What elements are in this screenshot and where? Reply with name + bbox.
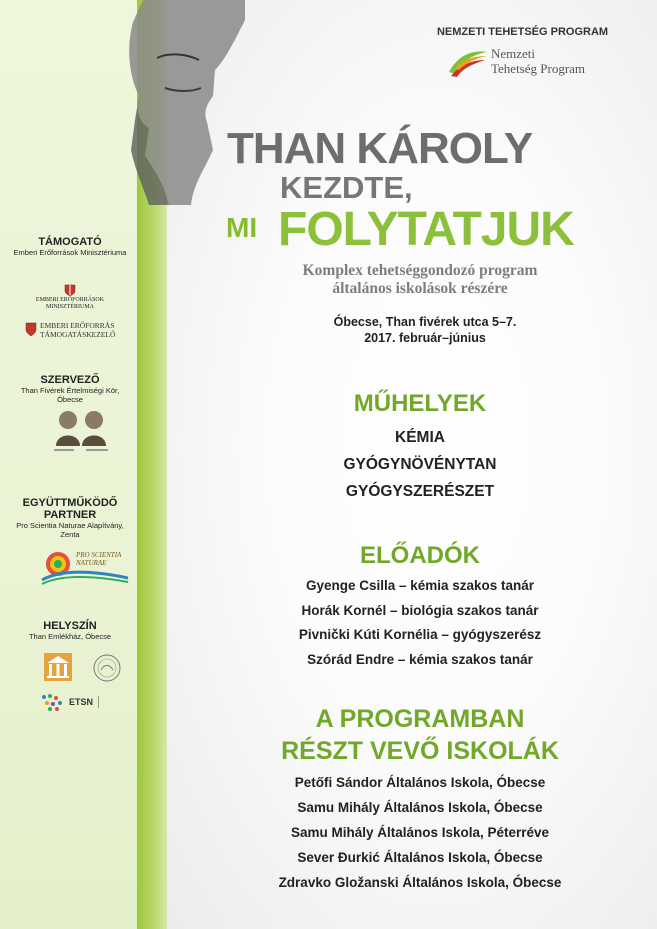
venue-heading: HELYSZÍN xyxy=(43,620,97,632)
partner-name-line-2: Zenta xyxy=(60,530,80,539)
than-brothers-portraits xyxy=(48,404,114,456)
partner-heading-line-1: EGYÜTTMŰKÖDŐ xyxy=(22,497,118,509)
schools-list xyxy=(210,770,630,895)
schools-heading-line-2: RÉSZT VEVŐ ISKOLÁK xyxy=(281,737,559,765)
logo-line-2: Tehetség Program xyxy=(491,61,586,76)
workshops-list xyxy=(210,424,630,505)
pro-scientia-line-1: PRO SCIENTIA xyxy=(76,551,122,559)
partner-name-line-1: Pro Scientia Naturae Alapítvány, xyxy=(16,521,124,530)
list-item: Horák Kornél – biológia szakos tanár xyxy=(301,602,539,618)
ministry-logo-line-2: MINISZTÉRIUMA xyxy=(46,304,94,310)
support-manager-line-2: TÁMOGATÁSKEZELŐ xyxy=(40,330,116,339)
etsn-divider xyxy=(98,696,129,708)
supporter-block xyxy=(10,236,130,257)
organizer-block xyxy=(10,374,130,404)
organizer-name: Than Fivérek Értelmiségi Kör, Óbecse xyxy=(20,386,120,404)
list-item: KÉMIA xyxy=(395,429,445,446)
list-item: Petőfi Sándor Általános Iskola, Óbecse xyxy=(294,775,546,790)
list-item: Zdravko Gložanski Általános Iskola, Óbecse xyxy=(278,875,562,890)
pro-scientia-line-2: NATURAE xyxy=(76,559,107,567)
support-manager-logo xyxy=(20,318,145,342)
ministry-logo-line-1: EMBERI ERŐFORRÁSOK xyxy=(35,297,105,303)
etsn-dots-icon xyxy=(40,692,68,712)
speakers-heading: ELŐADÓK xyxy=(360,542,480,569)
workshops-heading: MŰHELYEK xyxy=(353,390,487,417)
subtitle xyxy=(265,262,575,298)
support-manager-line-1: EMBERI ERŐFORRÁS xyxy=(40,321,115,330)
organizer-heading: SZERVEZŐ xyxy=(40,374,100,386)
supporter-heading: TÁMOGATÓ xyxy=(38,236,102,248)
ministry-logo xyxy=(10,283,130,311)
memorial-house-icon xyxy=(44,653,72,681)
list-item: Gyenge Csilla – kémia szakos tanár xyxy=(305,578,535,593)
list-item: GYÓGYSZERÉSZET xyxy=(345,483,495,500)
crest-icon xyxy=(64,283,76,297)
speakers-list xyxy=(210,574,630,672)
than-karoly-portrait xyxy=(95,0,245,205)
etsn-logo xyxy=(40,692,135,712)
schools-heading xyxy=(210,703,630,767)
list-item: Samu Mihály Általános Iskola, Péterréve xyxy=(290,825,550,840)
location-block xyxy=(300,314,550,346)
venue-name: Than Emlékház, Óbecse xyxy=(28,632,112,641)
program-title: NEMZETI TEHETSÉG PROGRAM xyxy=(436,26,609,38)
title-line-1: THAN KÁROLY xyxy=(227,124,533,173)
swoosh-icon xyxy=(447,46,489,78)
list-item: Pivnički Kúti Kornélia – gyógyszerész xyxy=(298,627,542,642)
partner-heading-line-2: PARTNER xyxy=(43,509,97,521)
logo-line-1: Nemzeti xyxy=(491,46,536,61)
list-item: Szórád Endre – kémia szakos tanár xyxy=(307,651,533,667)
title-line-3a: MI xyxy=(226,212,258,243)
etsn-label: ETSN xyxy=(69,697,94,707)
partner-block xyxy=(10,497,130,539)
address: Óbecse, Than fivérek utca 5–7. xyxy=(333,315,517,329)
list-item: Sever Đurkić Általános Iskola, Óbecse xyxy=(297,850,543,865)
list-item: GYÓGYNÖVÉNYTAN xyxy=(343,456,497,473)
title-line-2: KEZDTE, xyxy=(280,170,413,205)
schools-heading-line-1: A PROGRAMBAN xyxy=(315,705,525,733)
crest-icon xyxy=(25,321,37,337)
list-item: Samu Mihály Általános Iskola, Óbecse xyxy=(297,800,543,815)
date-range: 2017. február–június xyxy=(364,331,486,345)
seal-icon xyxy=(92,653,122,683)
venue-block xyxy=(10,620,130,641)
subtitle-line-1: Komplex tehetséggondozó program xyxy=(302,262,538,279)
supporter-name: Emberi Erőforrások Minisztériuma xyxy=(13,248,127,257)
subtitle-line-2: általános iskolások részére xyxy=(332,280,508,297)
pro-scientia-logo xyxy=(40,548,130,586)
ntp-logo xyxy=(447,46,617,78)
title-line-3b: FOLYTATJUK xyxy=(278,203,574,256)
